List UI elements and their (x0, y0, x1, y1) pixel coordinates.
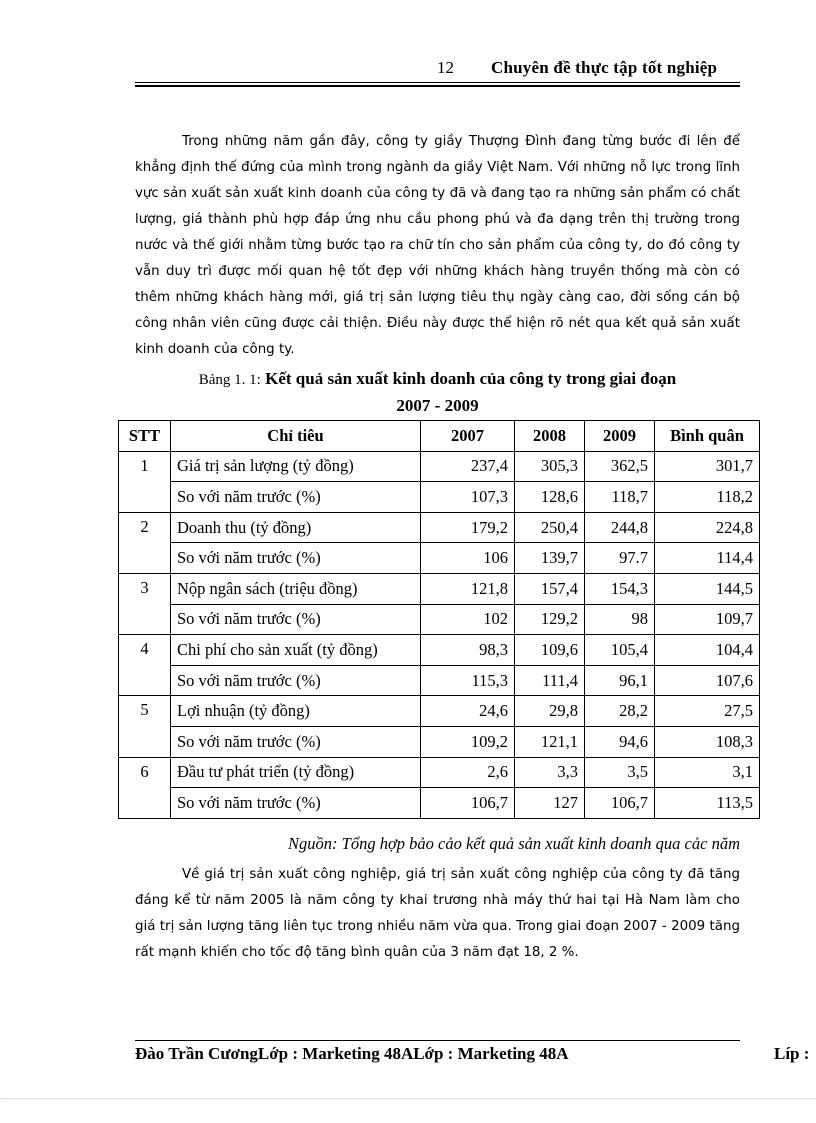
value-2007: 2,6 (421, 757, 515, 788)
table-row (119, 451, 760, 482)
value-2009: 97.7 (585, 543, 655, 574)
value-2007: 24,6 (421, 696, 515, 727)
row-indicator: Doanh thu (tỷ đồng) (171, 512, 421, 543)
value-average: 27,5 (655, 696, 760, 727)
footer-class-label: Líp : (774, 1044, 810, 1063)
value-2007: 109,2 (421, 726, 515, 757)
value-2008: 128,6 (515, 482, 585, 513)
value-average: 224,8 (655, 512, 760, 543)
value-2007: 121,8 (421, 573, 515, 604)
value-2009: 362,5 (585, 451, 655, 482)
table-row (119, 573, 760, 604)
document-title: Chuyên đề thực tập tốt nghiệp (491, 58, 718, 77)
value-2008: 157,4 (515, 573, 585, 604)
value-average: 104,4 (655, 635, 760, 666)
value-2007: 107,3 (421, 482, 515, 513)
table-caption-years: 2007 - 2009 (396, 396, 479, 415)
row-stt: 6 (119, 757, 171, 818)
value-2007: 115,3 (421, 665, 515, 696)
table-row (119, 726, 760, 757)
header-rule-thick (135, 85, 740, 87)
table-row (119, 757, 760, 788)
row-indicator: Chi phí cho sản xuất (tỷ đồng) (171, 635, 421, 666)
header-indicator: Chỉ tiêu (171, 421, 421, 452)
row-indicator: So với năm trước (%) (171, 482, 421, 513)
page-bottom-border (0, 1098, 816, 1099)
row-indicator: Giá trị sản lượng (tỷ đồng) (171, 451, 421, 482)
row-indicator: Lợi nhuận (tỷ đồng) (171, 696, 421, 727)
row-stt: 4 (119, 635, 171, 696)
value-2009: 118,7 (585, 482, 655, 513)
value-2007: 98,3 (421, 635, 515, 666)
value-2009: 244,8 (585, 512, 655, 543)
row-indicator: So với năm trước (%) (171, 665, 421, 696)
value-2009: 98 (585, 604, 655, 635)
table-row (119, 543, 760, 574)
value-average: 3,1 (655, 757, 760, 788)
value-2008: 111,4 (515, 665, 585, 696)
value-average: 109,7 (655, 604, 760, 635)
value-2007: 237,4 (421, 451, 515, 482)
value-2007: 179,2 (421, 512, 515, 543)
page-number: 12 (437, 58, 454, 77)
header-stt: STT (119, 421, 171, 452)
value-2007: 102 (421, 604, 515, 635)
value-2008: 127 (515, 788, 585, 819)
row-stt: 1 (119, 451, 171, 512)
header-2008: 2008 (515, 421, 585, 452)
intro-paragraph: Trong những năm gần đây, công ty giầy Thượng Đình đang từng bước đi lên để khẳng định thế đứng của mình trong ngành da giầy Việt Nam. Với những nỗ lực trong lĩnh vực sản xuất sản xuất kinh doanh của công ty đã và đang tạo ra những sản phẩm có chất lượng, giá thành phù hợp đáp ứng nhu cầu phong phú và đa dạng trên thị trường trong nước và thế giới nhằm từng bước tạo ra chữ tín cho sản phẩm của công ty, do đó công ty vẫn duy trì được mối quan hệ tốt đẹp với những khách hàng truyền thống mà còn có thêm những khách hàng mới, giá trị sản lượng tiêu thụ ngày càng cao, đời sống cán bộ công nhân viên cũng được cải thiện. Điều này được thể hiện rõ nét qua kết quả sản xuất kinh doanh của công ty. (135, 134, 740, 357)
table-caption-text: Kết quả sản xuất kinh doanh của công ty trong giai đoạn (265, 369, 677, 388)
value-average: 114,4 (655, 543, 760, 574)
value-2009: 106,7 (585, 788, 655, 819)
row-indicator: So với năm trước (%) (171, 604, 421, 635)
value-2007: 106 (421, 543, 515, 574)
value-2009: 154,3 (585, 573, 655, 604)
value-2008: 139,7 (515, 543, 585, 574)
row-stt: 3 (119, 573, 171, 634)
value-2009: 94,6 (585, 726, 655, 757)
table-row (119, 512, 760, 543)
table-caption (135, 366, 740, 419)
value-2007: 106,7 (421, 788, 515, 819)
table-row (119, 482, 760, 513)
table-caption-label: Bảng 1. 1: (198, 372, 261, 388)
value-2008: 29,8 (515, 696, 585, 727)
row-indicator: So với năm trước (%) (171, 543, 421, 574)
value-average: 144,5 (655, 573, 760, 604)
value-2009: 96,1 (585, 665, 655, 696)
value-2009: 28,2 (585, 696, 655, 727)
value-2008: 129,2 (515, 604, 585, 635)
value-average: 113,5 (655, 788, 760, 819)
value-2009: 3,5 (585, 757, 655, 788)
header-2007: 2007 (421, 421, 515, 452)
row-stt: 2 (119, 512, 171, 573)
row-indicator: So với năm trước (%) (171, 726, 421, 757)
row-indicator: Nộp ngân sách (triệu đồng) (171, 573, 421, 604)
table-row (119, 635, 760, 666)
table-header-row (119, 421, 760, 452)
table-row (119, 604, 760, 635)
value-2008: 109,6 (515, 635, 585, 666)
value-average: 108,3 (655, 726, 760, 757)
row-indicator: So với năm trước (%) (171, 788, 421, 819)
value-average: 107,6 (655, 665, 760, 696)
value-2009: 105,4 (585, 635, 655, 666)
table-row (119, 665, 760, 696)
row-stt: 5 (119, 696, 171, 757)
table-source: Nguồn: Tổng hợp bảo cảo kết quả sản xuất kinh doanh qua cảc năm (288, 834, 740, 853)
table-row (119, 788, 760, 819)
results-table (118, 420, 760, 819)
value-average: 301,7 (655, 451, 760, 482)
value-2008: 250,4 (515, 512, 585, 543)
header-rule (135, 82, 740, 83)
analysis-paragraph: Về giá trị sản xuất công nghiệp, giá trị sản xuất công nghiệp của công ty đã tăng đáng kể từ năm 2005 là năm công ty khai trương nhà máy thứ hai tại Hà Nam làm cho giá trị sản lượng tăng liên tục trong nhiều năm vừa qua. Trong giai đoạn 2007 - 2009 tăng rất mạnh khiến cho tốc độ tăng bình quân của 3 năm đạt 18, 2 %. (135, 867, 740, 960)
footer-rule (135, 1040, 740, 1041)
row-indicator: Đầu tư phát triển (tỷ đồng) (171, 757, 421, 788)
footer-author-class: Đào Trần CươngLớp : Marketing 48ALớp : Marketing 48A (135, 1044, 569, 1063)
value-average: 118,2 (655, 482, 760, 513)
header-2009: 2009 (585, 421, 655, 452)
value-2008: 3,3 (515, 757, 585, 788)
table-row (119, 696, 760, 727)
value-2008: 305,3 (515, 451, 585, 482)
header-average: Bình quân (655, 421, 760, 452)
page-header (135, 56, 740, 84)
value-2008: 121,1 (515, 726, 585, 757)
